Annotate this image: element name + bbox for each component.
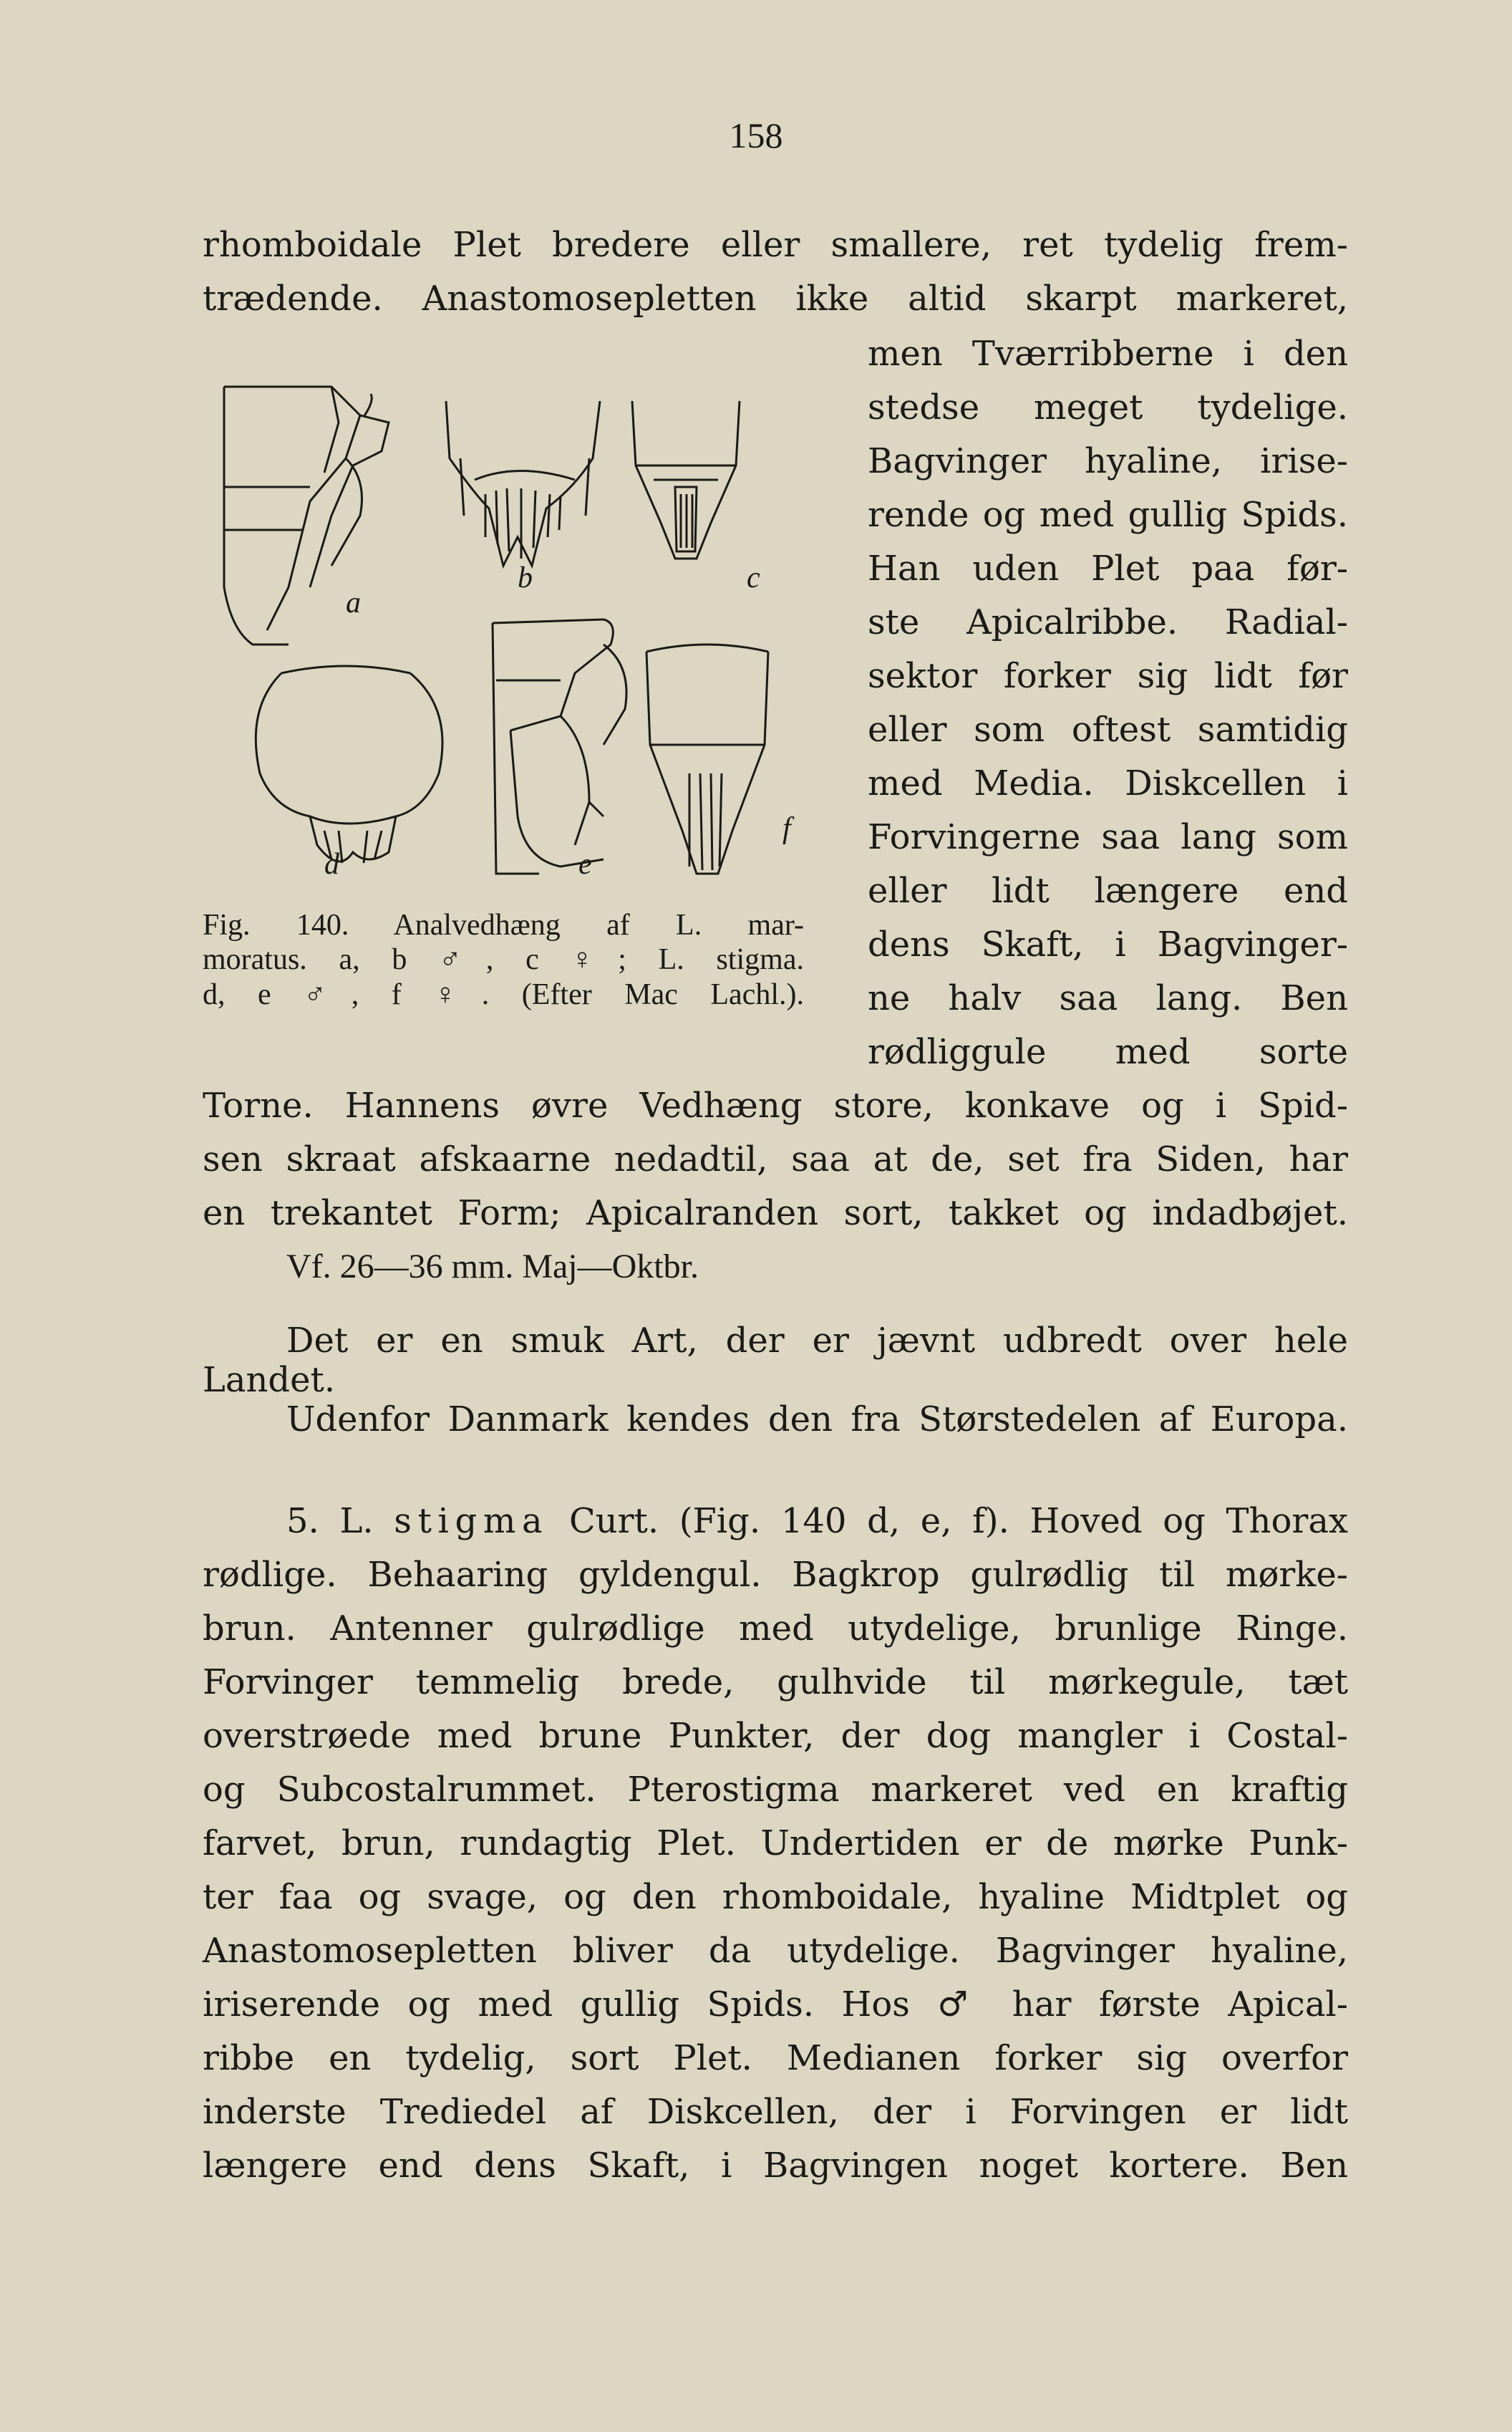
text-line: farvet, brun, rundagtig Plet. Undertiden er de mørke Punk- bbox=[203, 1823, 1348, 1863]
text-line: en trekantet Form; Apicalranden sort, takket og indadbøjet. bbox=[203, 1193, 1348, 1233]
text-line: ste Apicalribbe. Radial- bbox=[868, 602, 1348, 642]
text-line: men Tværribberne i den bbox=[868, 334, 1348, 374]
text-line: trædende. Anastomosepletten ikke altid skarpt markeret, bbox=[203, 279, 1348, 319]
species-number: 5. L. bbox=[286, 1501, 374, 1541]
text-line: længere end dens Skaft, i Bagvingen noget kortere. Ben bbox=[203, 2146, 1348, 2186]
caption-line: moratus. a, b ♂, c ♀; L. stigma. bbox=[203, 943, 804, 977]
text-line: stedse meget tydelige. bbox=[868, 387, 1348, 428]
figure-label-d: d bbox=[324, 848, 339, 881]
figure-drawing bbox=[203, 372, 825, 895]
text-line: overstrøede med brune Punkter, der dog mangler i Costal- bbox=[203, 1716, 1348, 1756]
figure-d-drawing bbox=[256, 666, 442, 863]
text-line: ne halv saa lang. Ben bbox=[868, 978, 1348, 1018]
text-line: rødlige. Behaaring gyldengul. Bagkrop gulrødlig til mørke- bbox=[203, 1555, 1348, 1595]
text-line: Forvinger temmelig brede, gulhvide til mørkegule, tæt bbox=[203, 1662, 1348, 1702]
species-heading-rest: Curt. (Fig. 140 d, e, f). Hoved og Thorax bbox=[568, 1501, 1349, 1541]
text-line: inderste Trediedel af Diskcellen, der i Forvingen er lidt bbox=[203, 2092, 1348, 2132]
figure-label-b: b bbox=[518, 561, 533, 594]
text-line: Torne. Hannens øvre Vedhæng store, konkave og i Spid- bbox=[203, 1086, 1348, 1126]
text-line: brun. Antenner gulrødlige med utydelige, brunlige Ringe. bbox=[203, 1608, 1348, 1649]
figure-label-a: a bbox=[346, 587, 361, 619]
figure-label-f: f bbox=[782, 812, 791, 845]
text-line: eller som oftest samtidig bbox=[868, 710, 1348, 750]
text-line: rende og med gullig Spids. bbox=[868, 495, 1348, 535]
figure-e-drawing bbox=[493, 619, 626, 874]
text-line: rhomboidale Plet bredere eller smallere, ret tydelig frem- bbox=[203, 225, 1348, 265]
figure-140 bbox=[203, 372, 825, 895]
text-line: og Subcostalrummet. Pterostigma markeret ved en kraftig bbox=[203, 1770, 1348, 1810]
figure-label-c: c bbox=[747, 561, 760, 594]
figure-a-drawing bbox=[224, 387, 389, 645]
text-line: rødliggule med sorte bbox=[868, 1032, 1348, 1072]
caption-line: Fig. 140. Analvedhæng af L. mar- bbox=[203, 909, 804, 942]
page-number: 158 bbox=[729, 115, 783, 155]
figure-b-drawing bbox=[446, 401, 600, 566]
text-line: Det er en smuk Art, der er jævnt udbredt over hele bbox=[286, 1321, 1348, 1361]
species-name: stigma bbox=[394, 1501, 549, 1541]
text-line: ter faa og svage, og den rhomboidale, hyaline Midtplet og bbox=[203, 1877, 1348, 1917]
figure-c-drawing bbox=[632, 401, 740, 559]
text-line: ribbe en tydelig, sort Plet. Medianen forker sig overfor bbox=[203, 2038, 1348, 2078]
text-line: Han uden Plet paa før- bbox=[868, 549, 1348, 589]
text-line: Anastomosepletten bliver da utydelige. Bagvinger hyaline, bbox=[203, 1931, 1348, 1971]
text-line: sektor forker sig lidt før bbox=[868, 656, 1348, 696]
text-line: eller lidt længere end bbox=[868, 871, 1348, 911]
figure-label-e: e bbox=[578, 848, 592, 881]
figure-f-drawing bbox=[646, 645, 768, 874]
figure-caption bbox=[203, 908, 804, 1012]
caption-line: d, e ♂, f ♀. (Efter Mac Lachl.). bbox=[203, 978, 804, 1011]
size-line: Vf. 26—36 mm. Maj—Oktbr. bbox=[286, 1248, 699, 1285]
species-heading bbox=[286, 1501, 1349, 1541]
text-line: med Media. Diskcellen i bbox=[868, 763, 1348, 804]
text-line: dens Skaft, i Bagvinger- bbox=[868, 925, 1348, 965]
text-line: Forvingerne saa lang som bbox=[868, 817, 1348, 857]
text-line: iriserende og med gullig Spids. Hos ♂ har første Apical- bbox=[203, 1984, 1348, 2025]
text-line: sen skraat afskaarne nedadtil, saa at de, set fra Siden, har bbox=[203, 1139, 1348, 1179]
text-line: Bagvinger hyaline, irise- bbox=[868, 441, 1348, 481]
text-line: Udenfor Danmark kendes den fra Størstedelen af Europa. bbox=[286, 1399, 1348, 1439]
text-line: Landet. bbox=[203, 1360, 336, 1400]
